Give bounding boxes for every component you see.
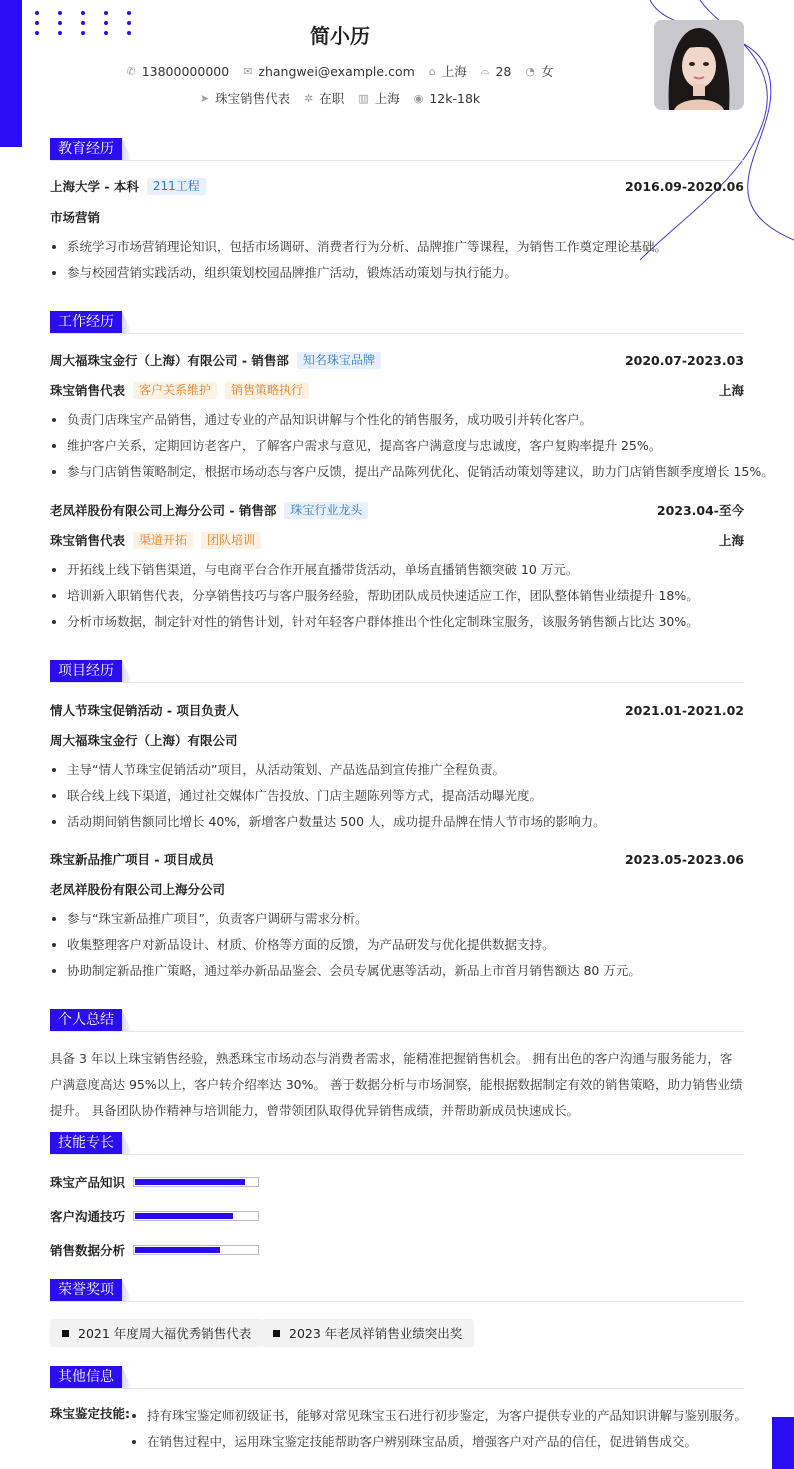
role-title: 珠宝销售代表: [50, 383, 126, 398]
list-item: 参与校园营销实践活动，组织策划校园品牌推广活动，锻炼活动策划与执行能力。: [50, 260, 750, 286]
intent-position: ➤ 珠宝销售代表: [199, 91, 291, 106]
award-badge: 2021 年度周大福优秀销售代表: [50, 1319, 263, 1347]
summary-text: 具备 3 年以上珠宝销售经验，熟悉珠宝市场动态与消费者需求，能精准把握销售机会。 拥有出色的客户沟通与服务能力，客户满意度高达 95%以上，客户转介绍率达 30%。 善于数据分析与市场洞察，能根据数据制定有效的销售策略，助力销售业绩提升。 具备团队协作精神与培训能力，曾带领团队取得优异销售成绩，并帮助新成员快速成长。: [50, 1051, 743, 1118]
work-2-role: [50, 531, 744, 549]
project-title: 情人节珠宝促销活动 - 项目负责人: [50, 703, 239, 718]
work-city: 上海: [718, 383, 744, 398]
contact-age: ⌓ 28: [480, 63, 512, 79]
project-1-bullets: [50, 757, 750, 835]
role-tag: 销售策略执行: [225, 382, 309, 399]
contact-row: [0, 62, 680, 80]
company-tag: 珠宝行业龙头: [284, 502, 368, 519]
intent-city: ▥ 上海: [358, 91, 400, 106]
candidate-name: 简小历: [310, 24, 370, 48]
section-project: 项目经历: [50, 660, 744, 683]
role-tag: 团队培训: [201, 532, 261, 549]
section-other: 其他信息: [50, 1366, 744, 1389]
section-skills: 技能专长: [50, 1132, 744, 1155]
project-2-header: [50, 850, 744, 868]
contact-home: ⌂ 上海: [428, 64, 467, 79]
other-label: 珠宝鉴定技能:: [50, 1406, 130, 1421]
skill-bar: [133, 1211, 259, 1221]
skill-level: [135, 1179, 245, 1185]
education-major: 市场营销: [50, 210, 101, 225]
list-item: 联合线上线下渠道，通过社交媒体广告投放、门店主题陈列等方式，提高活动曝光度。: [50, 783, 750, 809]
intent-row: [0, 89, 680, 107]
salary-icon: ◉: [413, 91, 424, 105]
project-2-bullets: [50, 906, 750, 984]
skill-name: 销售数据分析: [50, 1243, 126, 1258]
portrait-icon: [654, 20, 744, 110]
list-item: 协助制定新品推广策略，通过举办新品品鉴会、会员专属优惠等活动，新品上市首月销售额达 80 万元。: [50, 958, 750, 984]
project-company: 老凤祥股份有限公司上海分公司: [50, 882, 226, 897]
list-item: 主导“情人节珠宝促销活动”项目，从活动策划、产品选品到宣传推广全程负责。: [50, 757, 750, 783]
section-summary: 个人总结: [50, 1009, 744, 1032]
list-item: 收集整理客户对新品设计、材质、价格等方面的反馈，为产品研发与优化提供数据支持。: [50, 932, 750, 958]
city-icon: ▥: [358, 91, 369, 105]
age-icon: ⌓: [480, 64, 490, 77]
skill-bar: [133, 1245, 259, 1255]
role-tag: 客户关系维护: [133, 382, 217, 399]
skill-row: [50, 1207, 259, 1225]
work-1-bullets: [50, 407, 774, 485]
home-icon: ⌂: [428, 64, 436, 78]
phone-icon: ✆: [126, 64, 136, 78]
contact-gender: ◔ 女: [525, 64, 554, 79]
list-item: 活动期间销售额同比增长 40%，新增客户数量达 500 人，成功提升品牌在情人节市场的影响力。: [50, 809, 750, 835]
section-awards: 荣誉奖项: [50, 1279, 744, 1302]
square-bullet-icon: [62, 1330, 69, 1337]
education-date: 2016.09-2020.06: [624, 178, 744, 194]
award-badge: 2023 年老凤祥销售业绩突出奖: [261, 1319, 474, 1347]
gender-icon: ◔: [525, 64, 535, 78]
intent-salary: ◉ 12k-18k: [413, 90, 481, 106]
work-2-header: [50, 501, 744, 519]
list-item: 参与门店销售策略制定，根据市场动态与客户反馈，提出产品陈列优化、促销活动策划等建议，助力门店销售额季度增长 15%。: [50, 459, 750, 485]
list-item: 负责门店珠宝产品销售，通过专业的产品知识讲解与个性化的销售服务，成功吸引并转化客户。: [50, 407, 750, 433]
avatar: [654, 20, 744, 110]
company-tag: 知名珠宝品牌: [297, 352, 381, 369]
square-bullet-icon: [273, 1330, 280, 1337]
list-item: 系统学习市场营销理论知识，包括市场调研、消费者行为分析、品牌推广等课程，为销售工作奠定理论基础。: [50, 234, 750, 260]
list-item: 培训新入职销售代表，分享销售技巧与客户服务经验，帮助团队成员快速适应工作，团队整体销售业绩提升 18%。: [50, 583, 750, 609]
work-1-header: [50, 351, 744, 369]
list-item: 在销售过程中，运用珠宝鉴定技能帮助客户辨别珠宝品质，增强客户对产品的信任，促进销售成交。: [130, 1429, 750, 1455]
work-1-role: [50, 381, 744, 399]
skill-row: [50, 1241, 259, 1259]
role-title: 珠宝销售代表: [50, 533, 126, 548]
work-city: 上海: [718, 533, 744, 548]
list-item: 分析市场数据，制定针对性的销售计划，针对年轻客户群体推出个性化定制珠宝服务，该服务销售额占比达 30%。: [50, 609, 750, 635]
skill-name: 客户沟通技巧: [50, 1209, 126, 1224]
skill-level: [135, 1247, 220, 1253]
project-date: 2023.05-2023.06: [624, 851, 744, 867]
company-name: 周大福珠宝金行（上海）有限公司 - 销售部: [50, 353, 289, 368]
work-date: 2020.07-2023.03: [624, 352, 744, 368]
school-name: 上海大学 - 本科: [50, 179, 139, 194]
other-bullets: [130, 1403, 750, 1455]
company-name: 老凤祥股份有限公司上海分公司 - 销售部: [50, 503, 277, 518]
position-icon: ➤: [199, 91, 210, 105]
list-item: 开拓线上线下销售渠道，与电商平台合作开展直播带货活动，单场直播销售额突破 10 万元。: [50, 557, 750, 583]
project-company: 周大福珠宝金行（上海）有限公司: [50, 733, 238, 748]
intent-status: ✲ 在职: [304, 91, 345, 106]
education-header: [50, 177, 744, 195]
role-tag: 渠道开拓: [133, 532, 193, 549]
list-item: 参与“珠宝新品推广项目”，负责客户调研与需求分析。: [50, 906, 750, 932]
list-item: 持有珠宝鉴定师初级证书，能够对常见珠宝玉石进行初步鉴定，为客户提供专业的产品知识讲解与鉴别服务。: [130, 1403, 750, 1429]
list-item: 维护客户关系，定期回访老客户，了解客户需求与意见，提高客户满意度与忠诚度，客户复购率提升 25%。: [50, 433, 750, 459]
skill-level: [135, 1213, 233, 1219]
section-work: 工作经历: [50, 311, 744, 334]
skill-row: [50, 1173, 259, 1191]
skill-bar: [133, 1177, 259, 1187]
work-2-bullets: [50, 557, 750, 635]
project-1-header: [50, 701, 744, 719]
mail-icon: ✉: [243, 64, 253, 78]
section-education: 教育经历: [50, 138, 744, 161]
skill-name: 珠宝产品知识: [50, 1175, 126, 1190]
school-tag: 211工程: [147, 178, 206, 195]
contact-phone: ✆ 13800000000: [126, 63, 230, 79]
education-bullets: [50, 234, 750, 286]
status-icon: ✲: [304, 91, 314, 105]
contact-email: ✉ zhangwei@example.com: [243, 63, 415, 79]
project-date: 2021.01-2021.02: [624, 702, 744, 718]
accent-bar-right: [772, 1417, 794, 1469]
work-date: 2023.04-至今: [656, 503, 744, 518]
project-title: 珠宝新品推广项目 - 项目成员: [50, 852, 214, 867]
